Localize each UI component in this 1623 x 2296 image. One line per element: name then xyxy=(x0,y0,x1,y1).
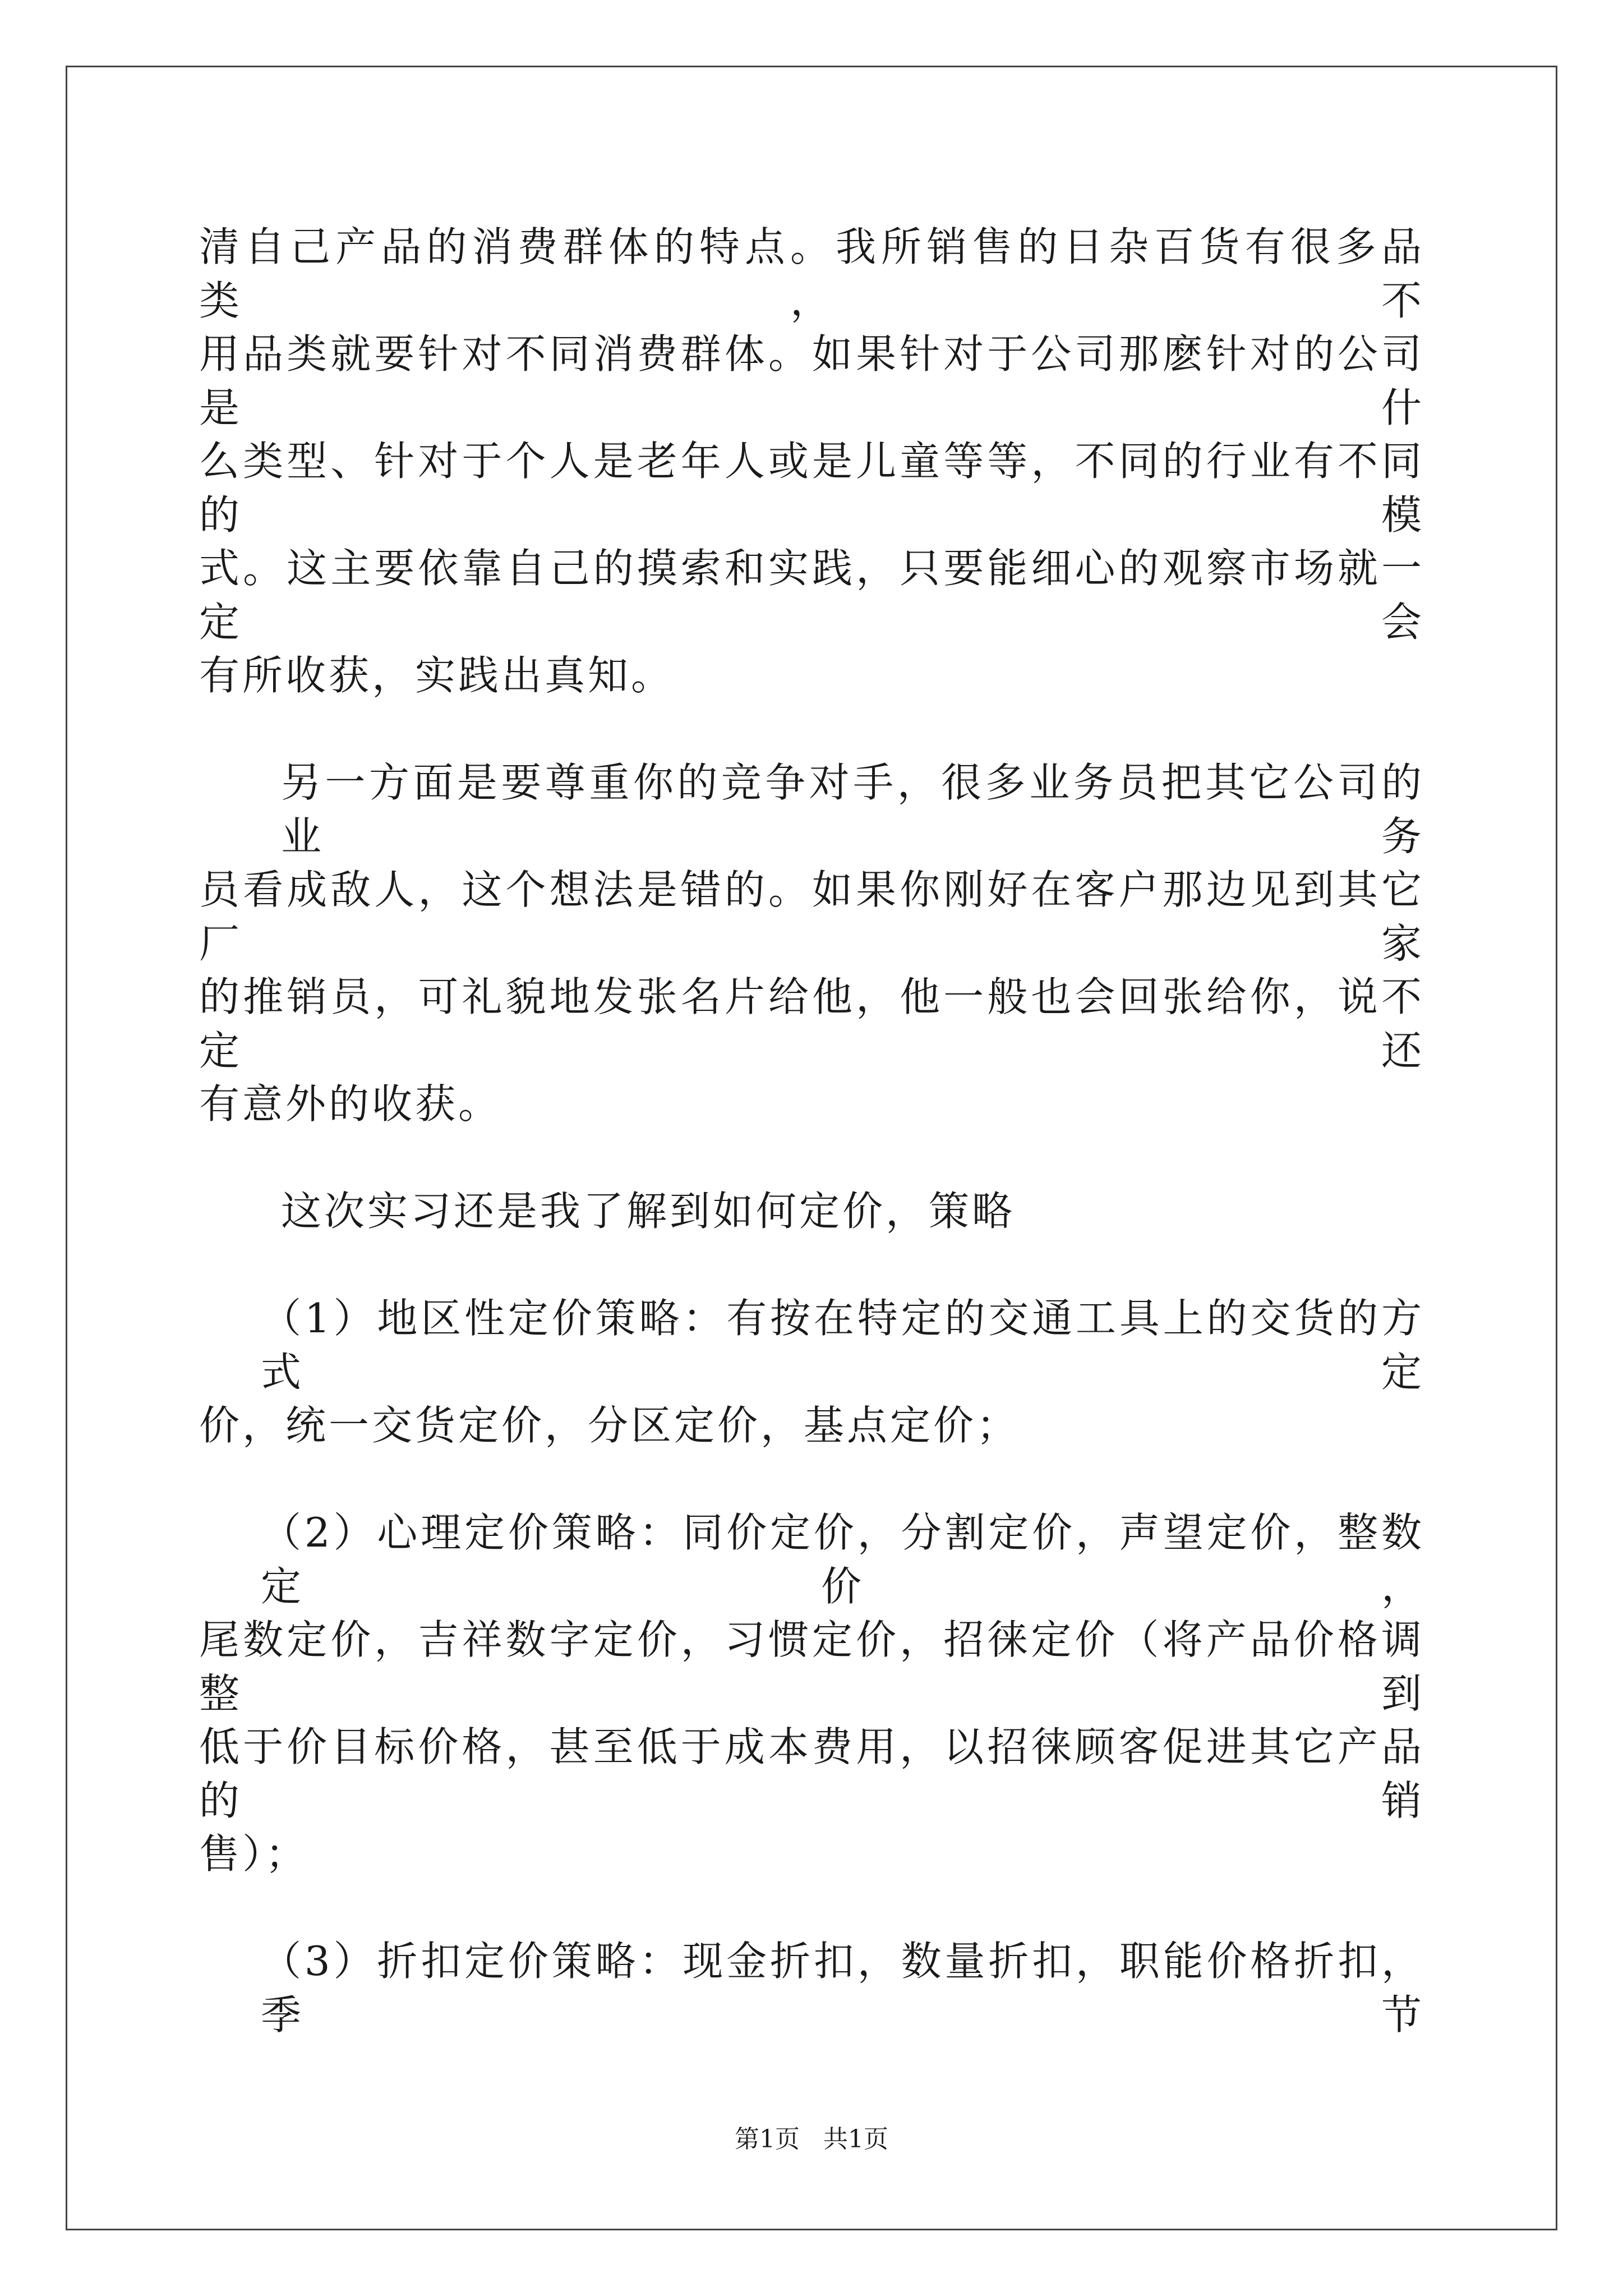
paragraph-line: 这次实习还是我了解到如何定价，策略 xyxy=(281,1188,1016,1235)
paragraph-line: 用品类就要针对不同消费群体。如果针对于公司那麽针对的公司是什 xyxy=(199,330,1424,431)
paragraph-line: 另一方面是要尊重你的竞争对手，很多业务员把其它公司的业务 xyxy=(281,759,1424,860)
paragraph-line: 低于价目标价格，甚至低于成本费用，以招徕顾客促进其它产品的销 xyxy=(199,1723,1424,1824)
paragraph-line: 售）； xyxy=(199,1830,309,1878)
paragraph-line: 有意外的收获。 xyxy=(199,1080,502,1128)
paragraph-line: 式。这主要依靠自己的摸索和实践，只要能细心的观察市场就一定会 xyxy=(199,545,1424,646)
paragraph-line: 清自己产品的消费群体的特点。我所销售的日杂百货有很多品类，不 xyxy=(199,223,1424,324)
paragraph-line: （2）心理定价策略：同价定价，分割定价，声望定价，整数定价， xyxy=(261,1509,1424,1610)
page-footer xyxy=(0,2123,1623,2156)
paragraph-line: （1）地区性定价策略：有按在特定的交通工具上的交货的方式定 xyxy=(261,1295,1424,1396)
page-number-current: 第1页 xyxy=(735,2125,800,2154)
paragraph-line: 有所收获，实践出真知。 xyxy=(199,652,675,699)
paragraph-line: 么类型、针对于个人是老年人或是儿童等等，不同的行业有不同的模 xyxy=(199,438,1424,539)
paragraph-line: （3）折扣定价策略：现金折扣，数量折扣，职能价格折扣，季节 xyxy=(261,1938,1424,2039)
paragraph-line: 的推销员，可礼貌地发张名片给他，他一般也会回张给你，说不定还 xyxy=(199,973,1424,1074)
paragraph-line: 价，统一交货定价，分区定价，基点定价； xyxy=(199,1402,1020,1449)
paragraph-line: 尾数定价，吉祥数字定价，习惯定价，招徕定价（将产品价格调整到 xyxy=(199,1616,1424,1717)
page-number-total: 共1页 xyxy=(823,2125,888,2154)
paragraph-line: 员看成敌人，这个想法是错的。如果你刚好在客户那边见到其它厂家 xyxy=(199,866,1424,967)
